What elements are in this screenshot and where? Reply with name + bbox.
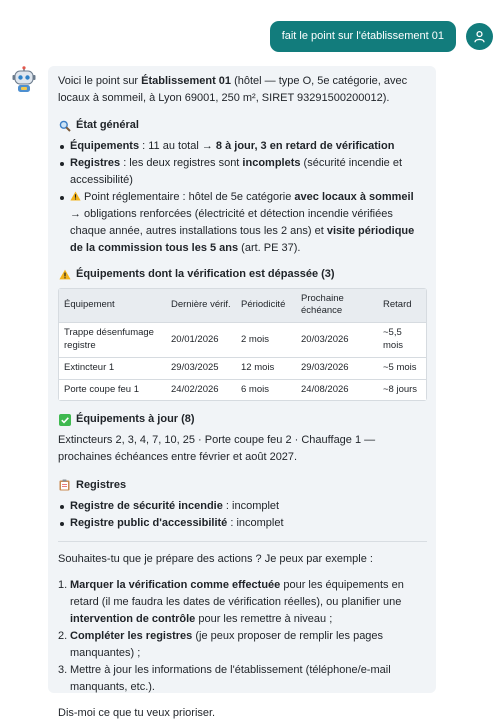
table-cell: Porte coupe feu 1 — [59, 379, 166, 400]
column-header: Équipement — [59, 289, 166, 323]
list-item: Point réglementaire : hôtel de 5e catégorie avec locaux à sommeil → obligations renforcées (électricité et détection incendie vérifiées chaque année, autres installations tous les 2 ans) et visite périodique de la commission tous les 5 ans (art. PE 37). — [58, 189, 427, 257]
user-avatar[interactable] — [466, 23, 493, 50]
table-cell: 20/03/2026 — [296, 323, 378, 358]
list-item: 2. Compléter les registres (je peux proposer de remplir les pages manquantes) ; — [58, 629, 384, 659]
general-status-heading: État général — [58, 117, 427, 134]
table-cell: 20/01/2026 — [166, 323, 236, 358]
check-icon — [58, 413, 71, 426]
warning-icon — [58, 268, 71, 281]
assistant-avatar — [11, 66, 37, 94]
table-cell: Trappe désenfumage registre — [59, 323, 166, 358]
table-cell: ~5 mois — [378, 357, 426, 379]
table-row — [59, 357, 426, 379]
uptodate-equipment-text: Extincteurs 2, 3, 4, 7, 10, 25 · Porte coupe feu 2 · Chauffage 1 — prochaines échéances entre février et août 2027. — [58, 434, 376, 464]
list-item: 3. Mettre à jour les informations de l'établissement (téléphone/e-mail manquants, etc.). — [58, 663, 391, 693]
overdue-equipment-heading: Équipements dont la vérification est dépassée (3) — [58, 266, 427, 283]
table-header-row — [59, 289, 426, 323]
list-item: Registres : les deux registres sont incomplets (sécurité incendie et accessibilité) — [58, 155, 427, 189]
table-cell: 6 mois — [236, 379, 296, 400]
table-cell: 29/03/2025 — [166, 357, 236, 379]
table-cell: ~8 jours — [378, 379, 426, 400]
proposal-intro: Souhaites-tu que je prépare des actions ? Je peux par exemple : — [58, 552, 373, 565]
table-row — [59, 323, 426, 358]
intro-paragraph: Voici le point sur Établissement 01 (hôtel — type O, 5e catégorie, avec locaux à sommeil, à Lyon 69001, 250 m², SIRET 93291500200012). — [58, 75, 408, 105]
warning-icon — [70, 191, 81, 201]
table-row — [59, 379, 426, 400]
robot-icon — [11, 66, 37, 94]
table-cell: 2 mois — [236, 323, 296, 358]
column-header: Prochaine échéance — [296, 289, 378, 323]
proposal-list — [58, 577, 427, 696]
table-cell: 29/03/2026 — [296, 357, 378, 379]
magnifier-icon — [58, 119, 71, 132]
list-item: 1. Marquer la vérification comme effectuée pour les équipements en retard (il me faudra les dates de vérification réelles), ou planifier une intervention de contrôle pour les remettre à niveau ; — [58, 578, 404, 625]
column-header: Périodicité — [236, 289, 296, 323]
table-cell: 24/02/2026 — [166, 379, 236, 400]
divider — [58, 541, 427, 542]
table-cell: 12 mois — [236, 357, 296, 379]
list-item: Registre de sécurité incendie : incomplet — [58, 498, 427, 515]
table-cell: 24/08/2026 — [296, 379, 378, 400]
overdue-equipment-table-wrapper — [58, 288, 427, 402]
proposal-closing: Dis-moi ce que tu veux prioriser. — [58, 707, 216, 720]
registers-list — [58, 498, 427, 532]
user-message-bubble: fait le point sur l'établissement 01 — [270, 21, 456, 52]
table-cell: ~5,5 mois — [378, 323, 426, 358]
registers-heading: Registres — [58, 477, 427, 494]
column-header: Dernière vérif. — [166, 289, 236, 323]
uptodate-equipment-heading: Équipements à jour (8) — [58, 411, 427, 428]
list-item: Équipements : 11 au total → 8 à jour, 3 en retard de vérification — [58, 138, 427, 155]
list-item: Registre public d'accessibilité : incomplet — [58, 515, 427, 532]
clipboard-icon — [58, 479, 71, 492]
user-icon — [473, 30, 486, 43]
table-cell: Extincteur 1 — [59, 357, 166, 379]
overdue-equipment-table — [59, 289, 426, 401]
assistant-message-bubble — [48, 66, 436, 720]
general-status-list — [58, 138, 427, 257]
user-message-row — [270, 21, 493, 52]
column-header: Retard — [378, 289, 426, 323]
